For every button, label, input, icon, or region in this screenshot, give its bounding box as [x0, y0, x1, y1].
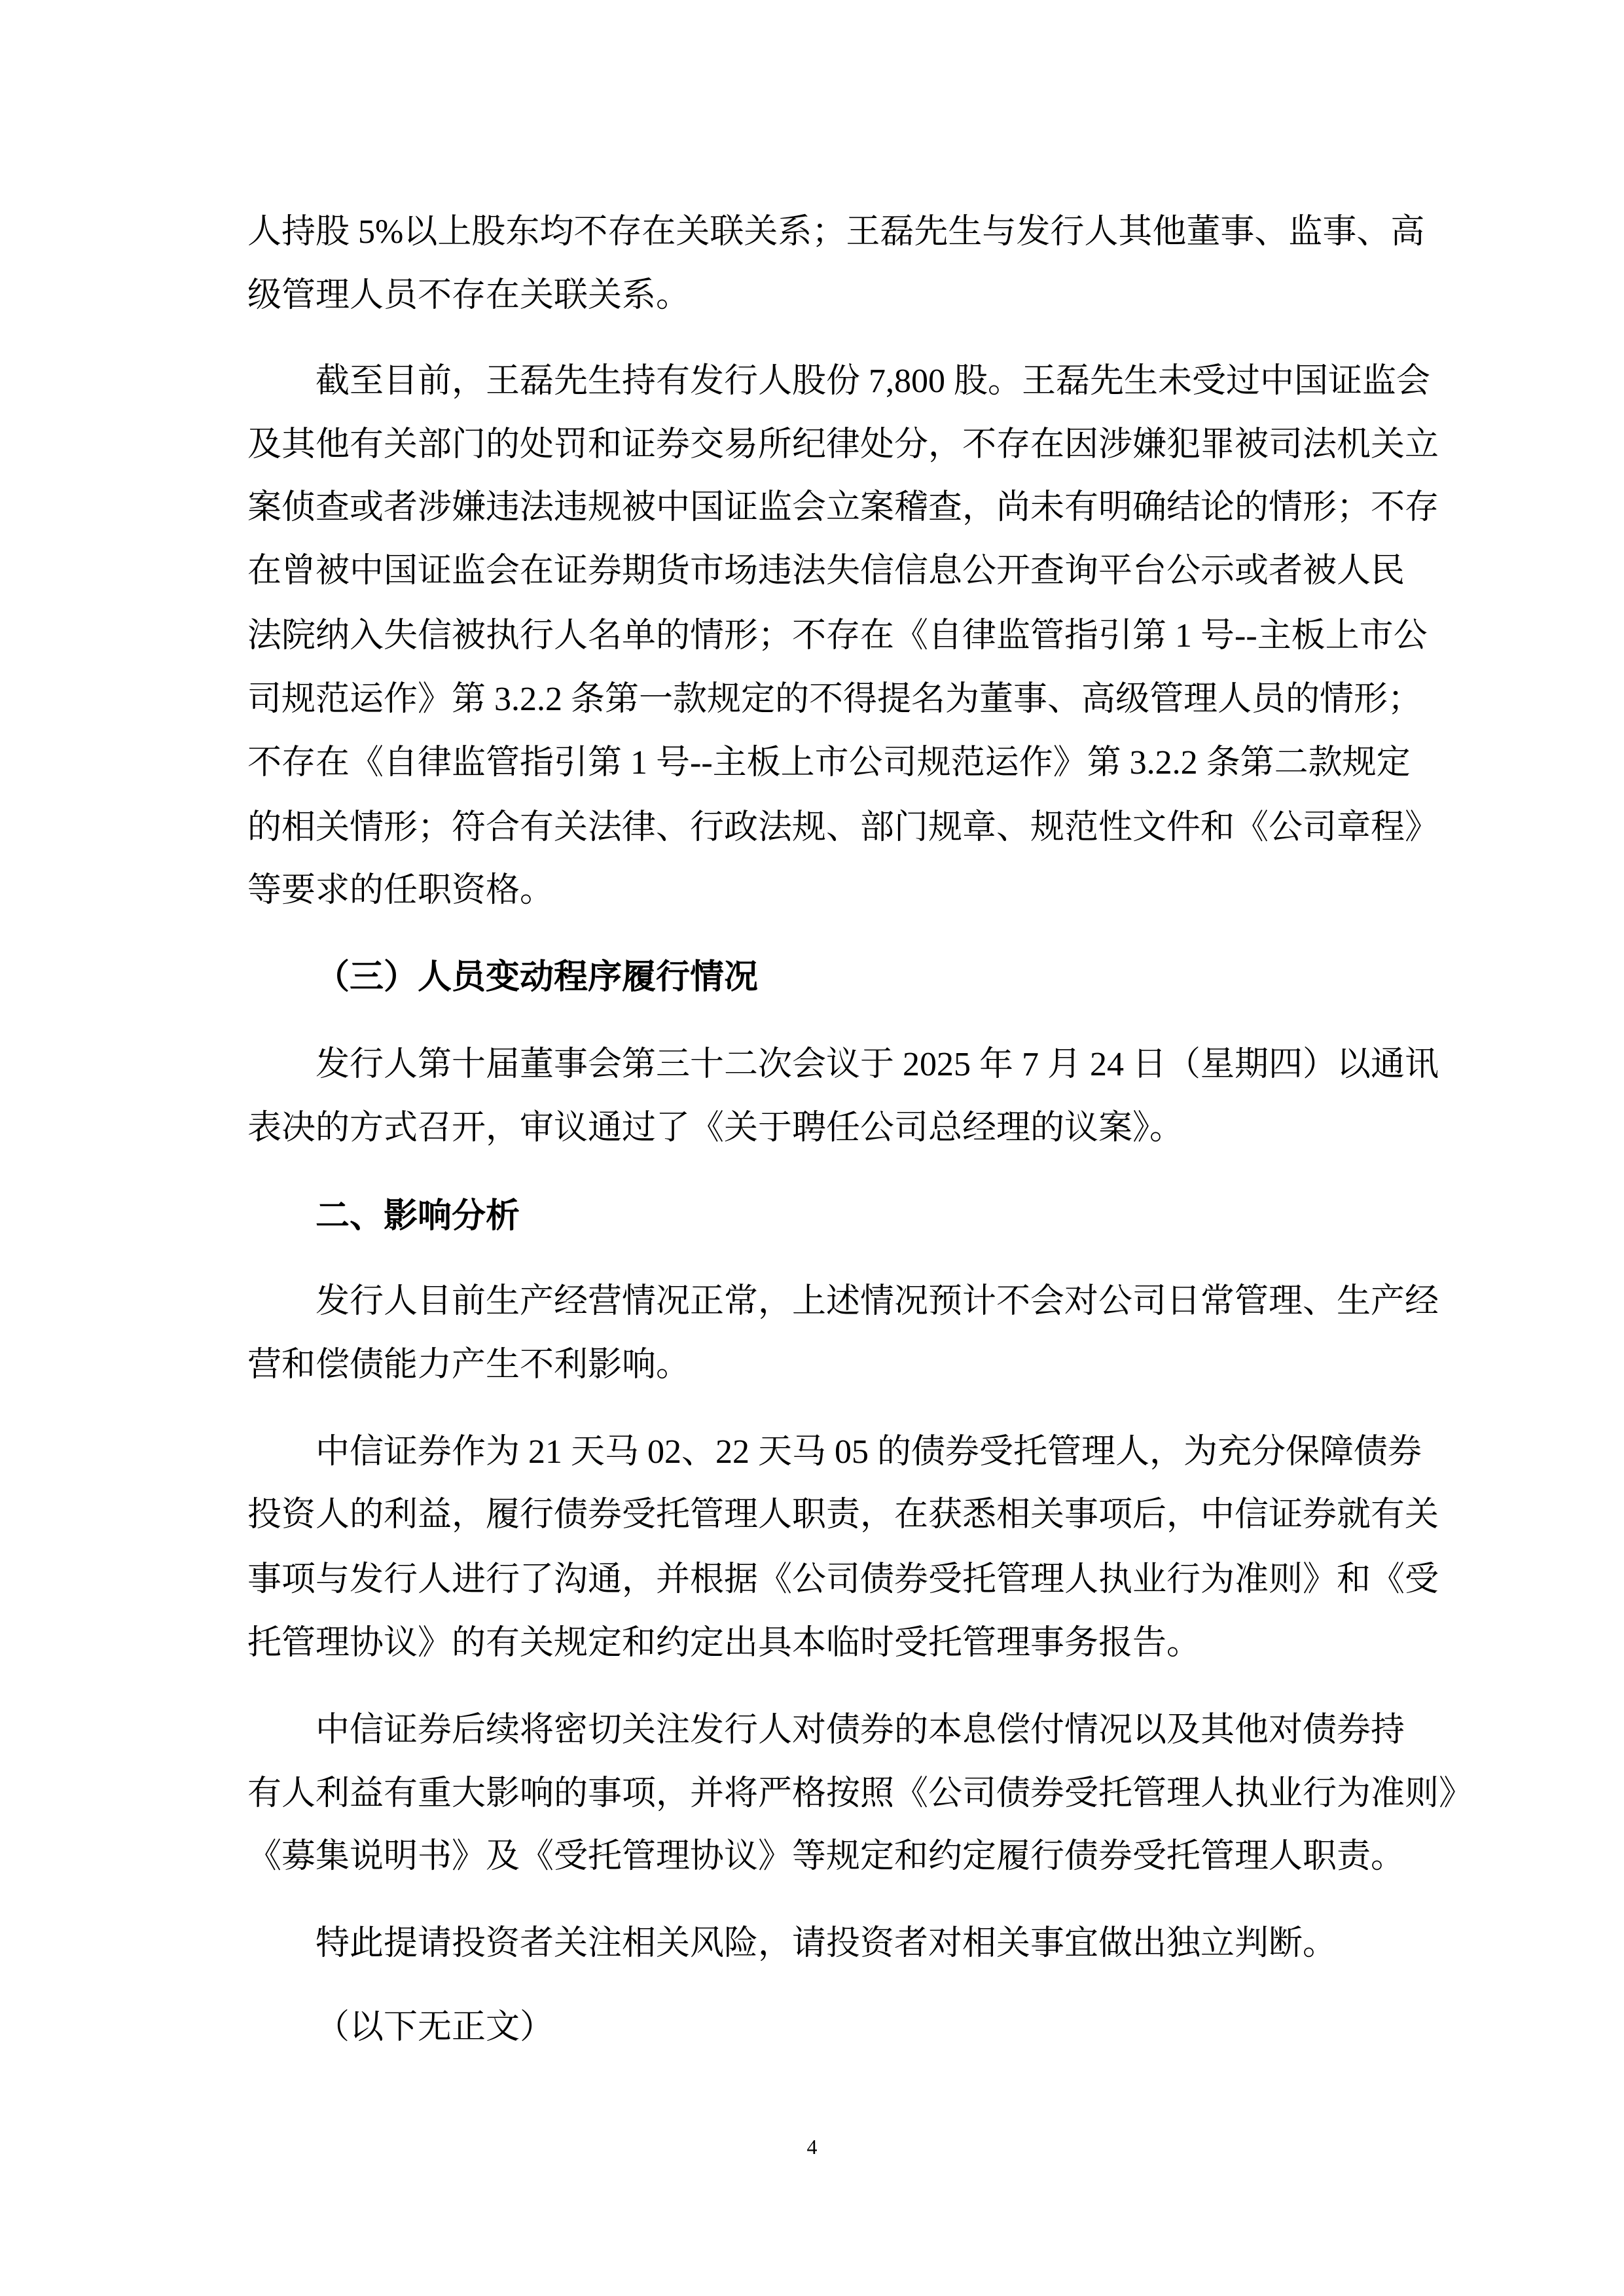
paragraph-line: 事项与发行人进行了沟通，并根据《公司债券受托管理人执业行为准则》和《受: [247, 1561, 1439, 1598]
page-number: 4: [806, 2135, 818, 2159]
paragraph-line: 人持股 5%以上股东均不存在关联关系；王磊先生与发行人其他董事、监事、高: [247, 213, 1425, 251]
paragraph-line: 及其他有关部门的处罚和证券交易所纪律处分，不存在因涉嫌犯罪被司法机关立: [247, 426, 1439, 463]
paragraph-line: （以下无正文）: [316, 2009, 554, 2046]
paragraph-line: 发行人第十届董事会第三十二次会议于 2025 年 7 月 24 日（星期四）以通讯: [316, 1046, 1439, 1083]
paragraph-line: 特此提请投资者关注相关风险，请投资者对相关事宜做出独立判断。: [316, 1925, 1337, 1962]
paragraph-line: 司规范运作》第 3.2.2 条第一款规定的不得提名为董事、高级管理人员的情形；: [247, 681, 1422, 718]
paragraph-line: 级管理人员不存在关联关系。: [247, 277, 691, 314]
paragraph-line: 等要求的任职资格。: [247, 872, 554, 909]
paragraph-line: 发行人目前生产经营情况正常，上述情况预计不会对公司日常管理、生产经: [316, 1283, 1439, 1320]
paragraph-line: 投资人的利益，履行债券受托管理人职责，在获悉相关事项后，中信证券就有关: [247, 1496, 1439, 1534]
paragraph-line: 在曾被中国证监会在证券期货市场违法失信信息公开查询平台公示或者被人民: [247, 552, 1405, 590]
paragraph-line: 有人利益有重大影响的事项，并将严格按照《公司债券受托管理人执业行为准则》: [247, 1775, 1473, 1812]
paragraph-line: 截至目前，王磊先生持有发行人股份 7,800 股。王磊先生未受过中国证监会: [316, 363, 1431, 400]
paragraph-line: 营和偿债能力产生不利影响。: [247, 1346, 691, 1384]
paragraph-line: 表决的方式召开，审议通过了《关于聘任公司总经理的议案》。: [247, 1109, 1184, 1147]
paragraph-line: 不存在《自律监管指引第 1 号--主板上市公司规范运作》第 3.2.2 条第二款规定: [247, 744, 1411, 781]
section-heading: （三）人员变动程序履行情况: [316, 959, 759, 996]
paragraph-line: 法院纳入失信被执行人名单的情形；不存在《自律监管指引第 1 号--主板上市公: [247, 617, 1428, 655]
paragraph-line: 托管理协议》的有关规定和约定出具本临时受托管理事务报告。: [247, 1624, 1201, 1662]
paragraph-line: 中信证券后续将密切关注发行人对债券的本息偿付情况以及其他对债券持: [316, 1712, 1405, 1749]
paragraph-line: 的相关情形；符合有关法律、行政法规、部门规章、规范性文件和《公司章程》: [247, 809, 1439, 846]
section-heading: 二、影响分析: [316, 1198, 520, 1235]
paragraph-line: 《募集说明书》及《受托管理协议》等规定和约定履行债券受托管理人职责。: [247, 1838, 1405, 1875]
paragraph-line: 案侦查或者涉嫌违法违规被中国证监会立案稽查，尚未有明确结论的情形；不存: [247, 489, 1439, 526]
paragraph-line: 中信证券作为 21 天马 02、22 天马 05 的债券受托管理人，为充分保障债券: [316, 1433, 1422, 1471]
